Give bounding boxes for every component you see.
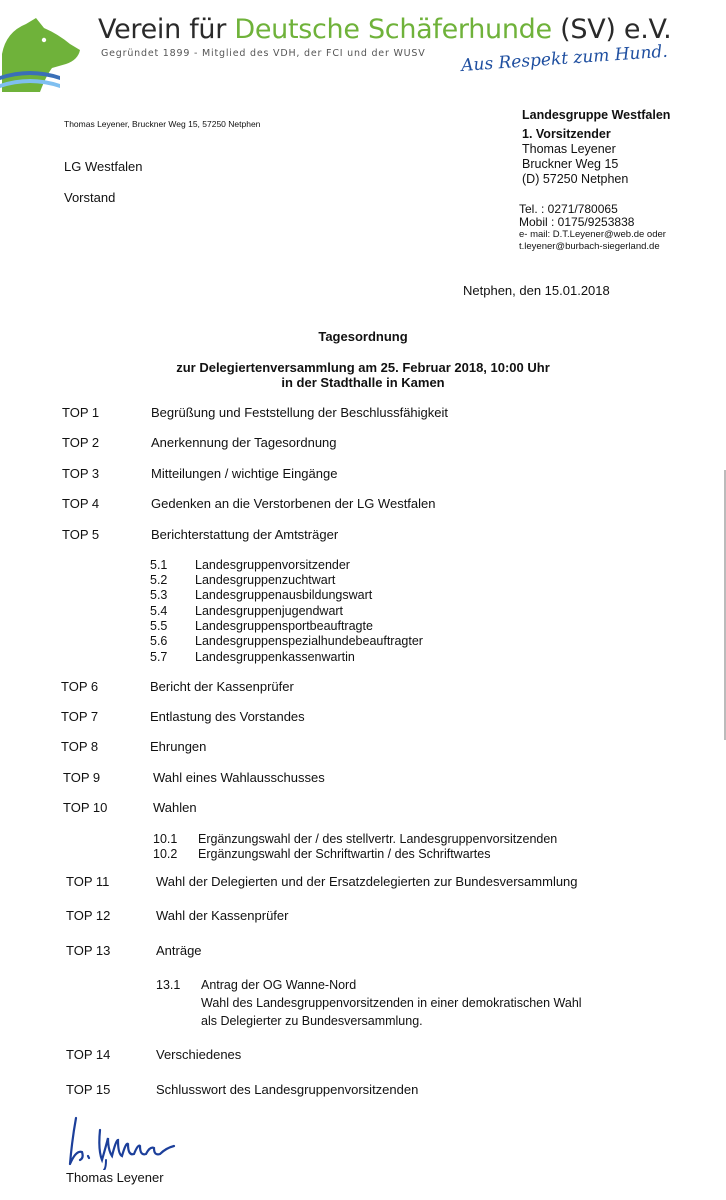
agenda-text: Schlusswort des Landesgruppenvorsitzenden (156, 1082, 419, 1097)
signature-name: Thomas Leyener (66, 1170, 164, 1185)
sub-item (150, 634, 423, 649)
org-title-suffix: (SV) e.V. (560, 14, 672, 45)
sub-item-number: 5.6 (150, 634, 168, 648)
sub-item-text: Landesgruppenzuchtwart (195, 573, 336, 587)
org-title-highlight: Deutsche Schäferhunde (234, 14, 552, 45)
sub-item-number: 5.7 (150, 650, 168, 664)
document-subtitle-2: in der Stadthalle in Kamen (281, 375, 445, 390)
recipient-line1: LG Westfalen (64, 159, 143, 174)
agenda-id: TOP 11 (66, 874, 110, 889)
agenda-text: Verschiedenes (156, 1047, 242, 1062)
org-title-prefix: Verein für (98, 14, 227, 45)
agenda-text: Anträge (156, 943, 202, 958)
sv-logo-icon (0, 14, 84, 94)
agenda-text: Wahl eines Wahlausschusses (153, 770, 325, 785)
agenda-text: Bericht der Kassenprüfer (150, 679, 294, 694)
org-subtitle: Gegründet 1899 - Mitglied des VDH, der FCI und der WUSV (101, 48, 426, 59)
slogan: Aus Respekt zum Hund. (460, 41, 669, 76)
agenda-text: Entlastung des Vorstandes (150, 709, 305, 724)
agenda-id: TOP 4 (62, 496, 100, 511)
handwritten-signature (62, 1110, 202, 1170)
agenda-text: Wahlen (153, 800, 197, 815)
sub-item-text: Ergänzungswahl der / des stellvertr. Landesgruppenvorsitzenden (198, 832, 558, 846)
sub-item-number: 5.4 (150, 604, 168, 618)
agenda-id: TOP 8 (61, 739, 99, 754)
contact-email2: t.leyener@burbach-siegerland.de (519, 241, 660, 252)
agenda-id: TOP 7 (61, 709, 99, 724)
document-title: Tagesordnung (318, 329, 408, 344)
agenda-text: Mitteilungen / wichtige Eingänge (151, 466, 338, 481)
sub-item (150, 619, 373, 634)
sub-item (150, 558, 350, 573)
agenda-text: Ehrungen (150, 739, 207, 754)
sub-item-text: Landesgruppenvorsitzender (195, 558, 350, 572)
sub-item-text: Antrag der OG Wanne-Nord (201, 978, 357, 992)
sub-item-text: Landesgruppenspezialhundebeauftragter (195, 634, 423, 648)
agenda-text: Wahl der Delegierten und der Ersatzdelegierten zur Bundesversammlung (156, 874, 578, 889)
sub-item (150, 650, 355, 665)
agenda-id: TOP 14 (66, 1047, 111, 1062)
date-line: Netphen, den 15.01.2018 (463, 283, 610, 298)
sub-item (150, 588, 372, 603)
contact-mobile: Mobil : 0175/9253838 (519, 215, 635, 229)
lg-name: Landesgruppe Westfalen (522, 108, 671, 122)
agenda-id: TOP 12 (66, 908, 111, 923)
sub-item (150, 604, 343, 619)
contact-email1: e- mail: D.T.Leyener@web.de oder (519, 229, 666, 240)
agenda-id: TOP 9 (63, 770, 101, 785)
org-title (98, 14, 671, 45)
sub-item-number: 5.5 (150, 619, 168, 633)
agenda-text: Begrüßung und Feststellung der Beschlussfähigkeit (151, 405, 449, 420)
sub-item (153, 847, 491, 862)
sub-item-number: 5.1 (150, 558, 168, 572)
agenda-id: TOP 1 (62, 405, 100, 420)
sub-item-number: 10.1 (153, 832, 178, 846)
agenda-text: Gedenken an die Verstorbenen der LG Westfalen (151, 496, 436, 511)
recipient-line2: Vorstand (64, 190, 116, 205)
agenda-text: Anerkennung der Tagesordnung (151, 435, 337, 450)
agenda-text: Berichterstattung der Amtsträger (151, 527, 339, 542)
agenda-text: Wahl der Kassenprüfer (156, 908, 289, 923)
sub-item-text: Ergänzungswahl der Schriftwartin / des Schriftwartes (198, 847, 491, 861)
agenda-id: TOP 2 (62, 435, 100, 450)
agenda-id: TOP 13 (66, 943, 111, 958)
document-subtitle-1: zur Delegiertenversammlung am 25. Februar 2018, 10:00 Uhr (176, 360, 550, 375)
contact-street: Bruckner Weg 15 (522, 157, 619, 171)
sub-item-number: 5.3 (150, 588, 168, 602)
agenda-id: TOP 10 (63, 800, 108, 815)
agenda-id: TOP 5 (62, 527, 100, 542)
sub-item-text: Landesgruppenkassenwartin (195, 650, 355, 664)
sub-item-number: 10.2 (153, 847, 178, 861)
sub-item-text: Landesgruppenjugendwart (195, 604, 344, 618)
sub-item-number: 13.1 (156, 978, 181, 992)
contact-city: (D) 57250 Netphen (522, 172, 629, 186)
agenda-id: TOP 15 (66, 1082, 111, 1097)
sub-item-text: Landesgruppenausbildungswart (195, 588, 373, 602)
agenda-id: TOP 6 (61, 679, 99, 694)
agenda-id: TOP 3 (62, 466, 100, 481)
sub-item-number: 5.2 (150, 573, 168, 587)
sub-item (153, 832, 557, 847)
sender-line: Thomas Leyener, Bruckner Weg 15, 57250 Netphen (64, 119, 261, 129)
contact-tel: Tel. : 0271/780065 (519, 202, 618, 216)
role: 1. Vorsitzender (522, 127, 611, 141)
sub-item-text: Wahl des Landesgruppenvorsitzenden in einer demokratischen Wahl (201, 996, 582, 1010)
sub-item-text: Landesgruppensportbeauftragte (195, 619, 373, 633)
sub-item (150, 573, 335, 588)
sub-item-text: als Delegierter zu Bundesversammlung. (201, 1014, 423, 1028)
contact-name: Thomas Leyener (522, 142, 616, 156)
